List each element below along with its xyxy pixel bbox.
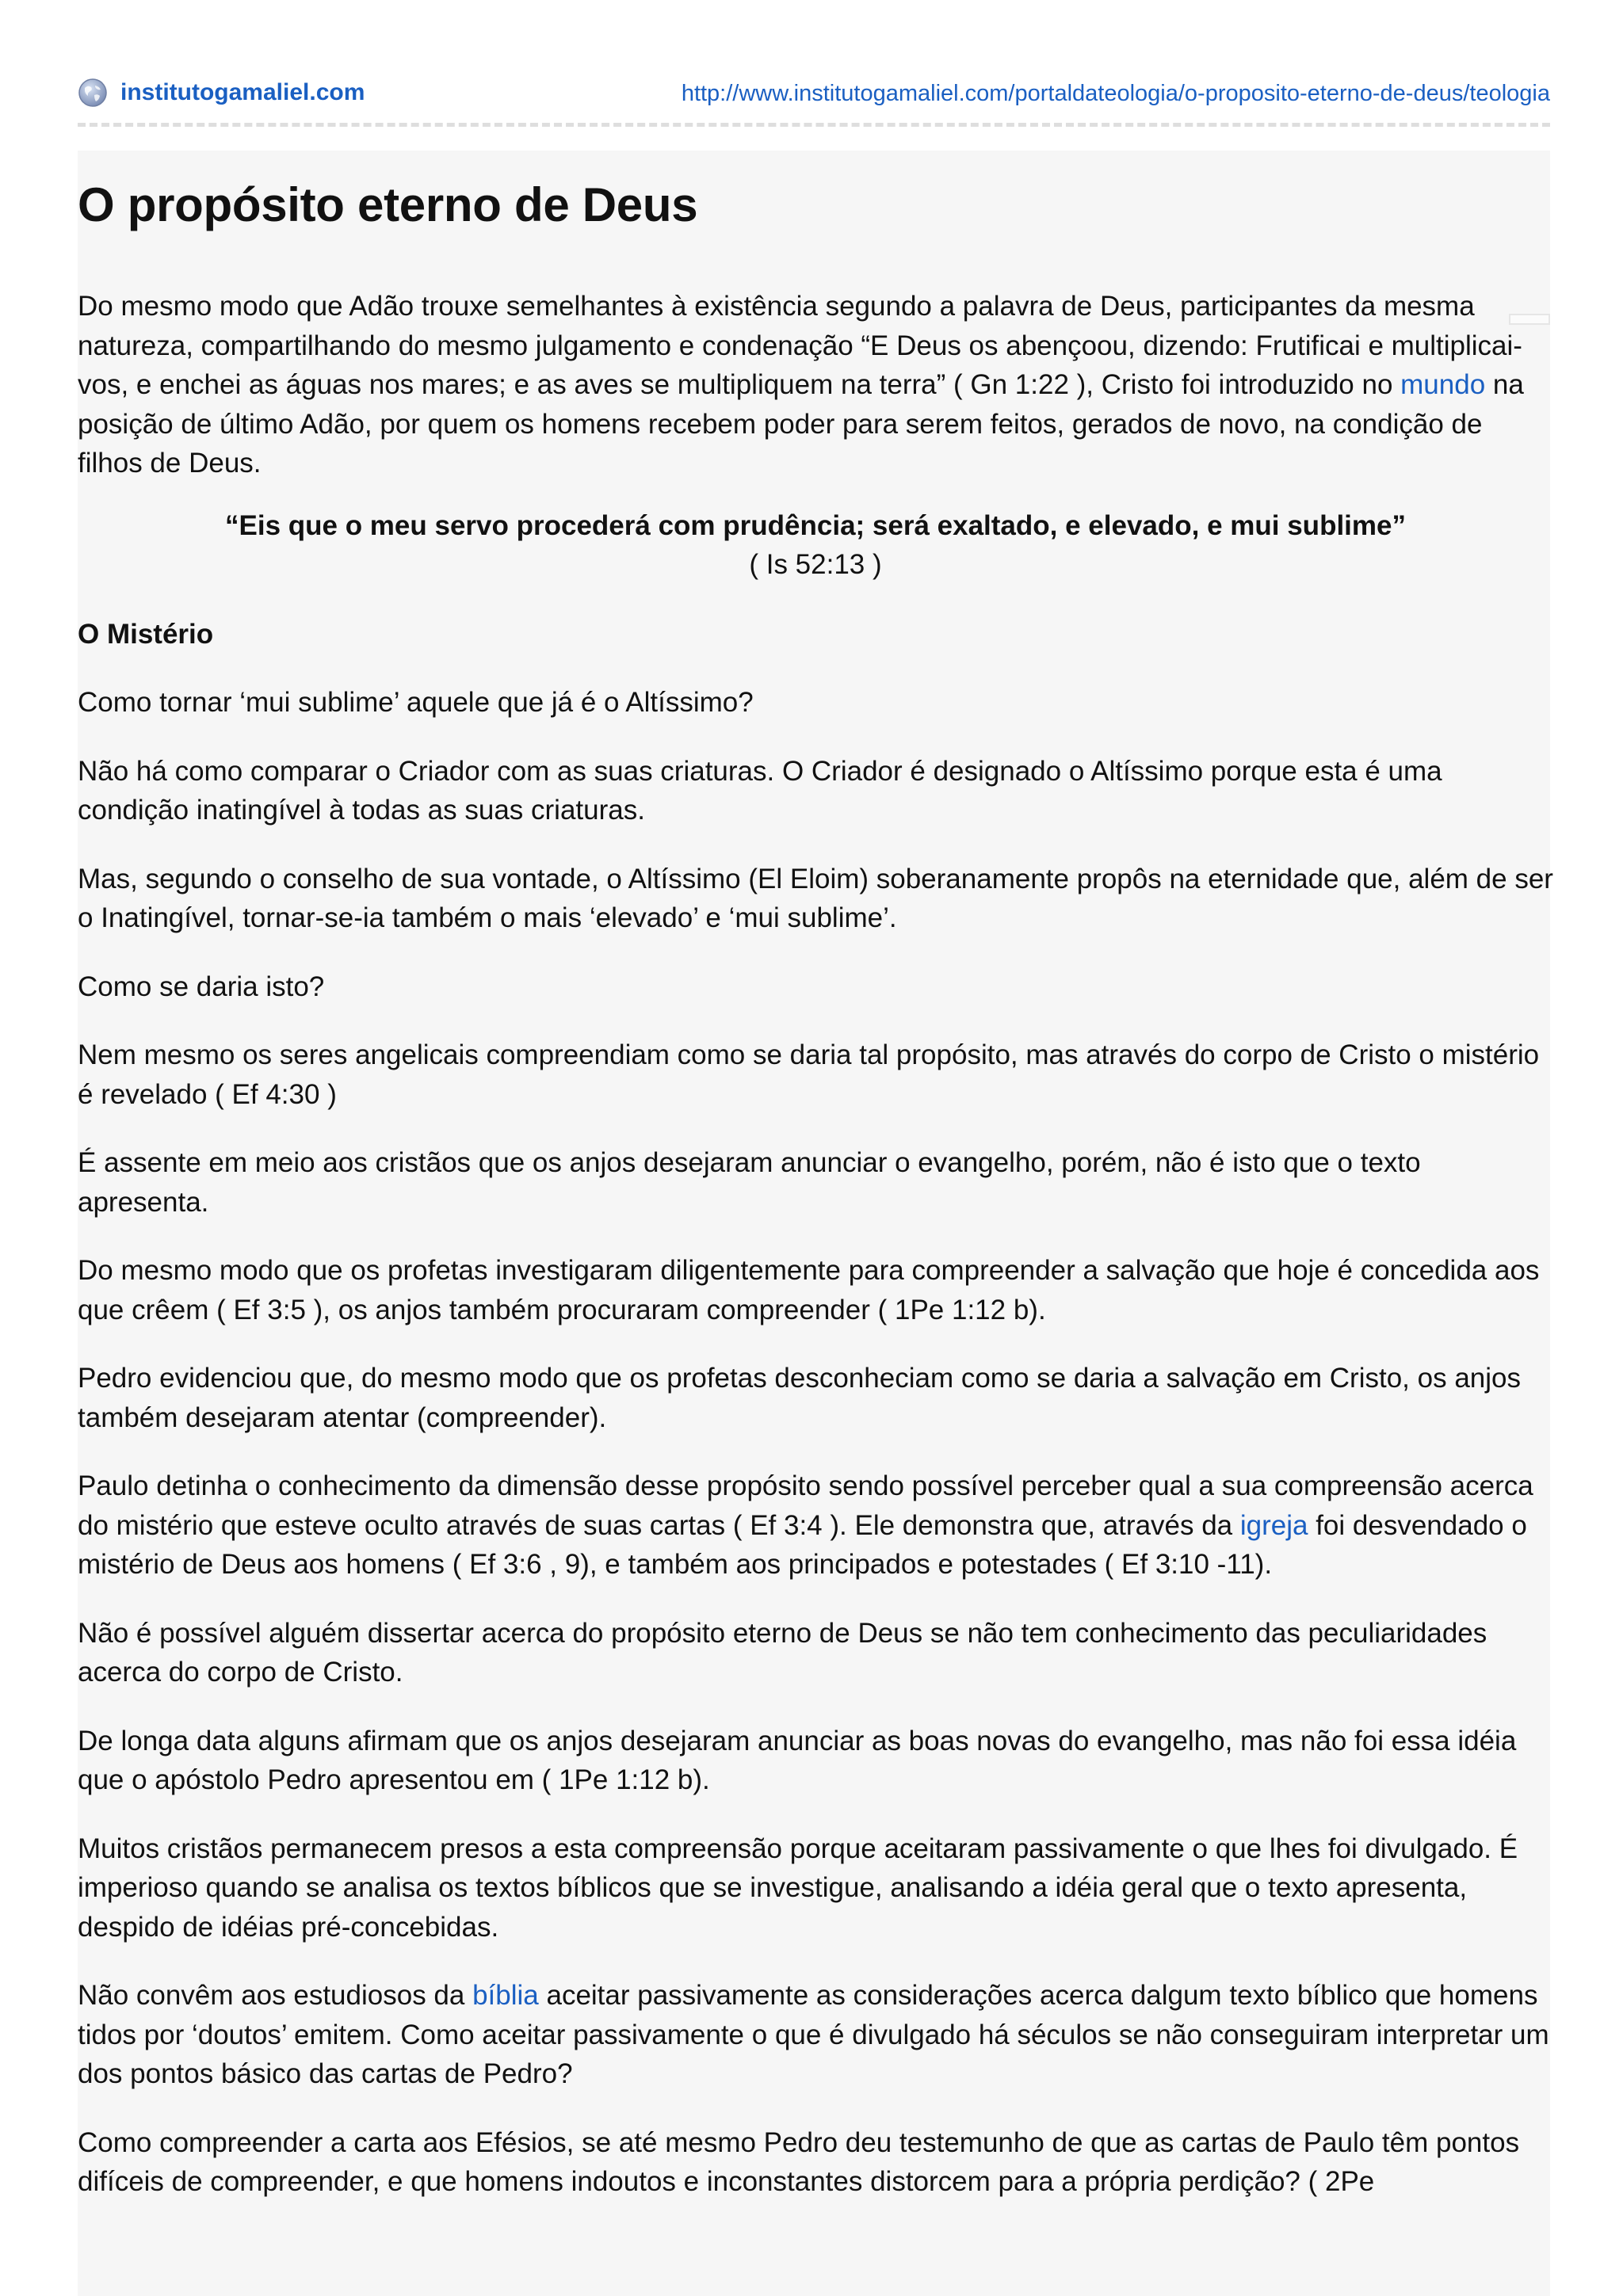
paragraph: Não é possível alguém dissertar acerca do propósito eterno de Deus se não tem conhecimento das peculiaridades acerca do corpo de Cristo. <box>78 1617 1487 1688</box>
site-brand[interactable] <box>78 78 365 108</box>
paragraph: De longa data alguns afirmam que os anjos desejaram anunciar as boas novas do evangelho, mas não foi essa idéia que o apóstolo Pedro apresentou em ( 1Pe 1:12 b). <box>78 1725 1517 1795</box>
site-name-link[interactable]: institutogamaliel.com <box>120 79 365 105</box>
header-divider <box>78 123 1550 127</box>
paragraph: Como se daria isto? <box>78 971 325 1002</box>
paragraph-text: Não convêm aos estudiosos da <box>78 1980 473 2011</box>
paragraph: Mas, segundo o conselho de sua vontade, o Altíssimo (El Eloim) soberanamente propôs na eternidade que, além de ser o Inatingível, tornar-se-ia também o mais ‘elevado’ e ‘mui sublime’. <box>78 863 1553 933</box>
paragraph-text: aceitar passivamente as considerações acerca dalgum texto bíblico que homens tidos por ‘doutos’ emitem. Como aceitar passivamente o que é divulgado há séculos se não conseguiram interpretar um dos pontos básico das cartas de Pedro? <box>78 1980 1549 2089</box>
section-heading: O Mistério <box>78 618 214 650</box>
paragraph: Não há como comparar o Criador com as suas criaturas. O Criador é designado o Altíssimo porque esta é uma condição inatingível à todas as suas criaturas. <box>78 755 1442 826</box>
quote-text: “Eis que o meu servo procederá com prudência; será exaltado, e elevado, e mui sublime” <box>225 509 1406 541</box>
paragraph <box>78 1976 1553 2094</box>
paragraph: Muitos cristãos permanecem presos a esta compreensão porque aceitaram passivamente o que lhes foi divulgado. É imperioso quando se analisa os textos bíblicos que se investigue, analisando a idéia geral que o texto apresenta, despido de idéias pré-concebidas. <box>78 1833 1518 1943</box>
paragraph: Do mesmo modo que os profetas investigaram diligentemente para compreender a salvação que hoje é concedida aos que crêem ( Ef 3:5 ), os anjos também procuraram compreender ( 1Pe 1:12 b). <box>78 1255 1540 1325</box>
paragraph: Como tornar ‘mui sublime’ aquele que já é o Altíssimo? <box>78 687 754 718</box>
paragraph-text: Paulo detinha o conhecimento da dimensão desse propósito sendo possível perceber qual a sua compreensão acerca do mistério que esteve oculto através de suas cartas ( Ef 3:4 ). Ele demonstra que, através da <box>78 1470 1533 1541</box>
page-title: O propósito eterno de Deus <box>78 178 698 231</box>
page-header <box>78 74 1550 114</box>
page-url-link[interactable]: http://www.institutogamaliel.com/portaldateologia/o-proposito-eterno-de-deus/teologia <box>681 81 1550 106</box>
paragraph: Como compreender a carta aos Efésios, se até mesmo Pedro deu testemunho de que as cartas de Paulo têm pontos difíceis de compreender, e que homens indoutos e inconstantes distorcem para a própria perdição? ( 2Pe <box>78 2126 1520 2197</box>
paragraph: Pedro evidenciou que, do mesmo modo que os profetas desconheciam como se daria a salvação em Cristo, os anjos também desejaram atentar (compreender). <box>78 1363 1521 1433</box>
paragraph-text: na posição de último Adão, por quem os homens recebem poder para serem feitos, gerados de novo, na condição de filhos de Deus. <box>78 369 1524 479</box>
article-body <box>78 287 1553 2231</box>
paragraph-text: foi desvendado o mistério de Deus aos homens ( Ef 3:6 , 9), e também aos principados e potestades ( Ef 3:10 -11). <box>78 1509 1527 1580</box>
scripture-quote <box>78 506 1553 585</box>
link-biblia[interactable]: bíblia <box>472 1980 539 2011</box>
globe-icon <box>78 78 108 108</box>
paragraph-text: Do mesmo modo que Adão trouxe semelhantes à existência segundo a palavra de Deus, participantes da mesma natureza, compartilhando do mesmo julgamento e condenação “E Deus os abençoou, dizendo: Frutificai e multiplicai-vos, e enchei as águas nos mares; e as aves se multipliquem na terra” ( Gn 1:22 ), Cristo foi introduzido no <box>78 291 1522 400</box>
paragraph <box>78 1466 1553 1585</box>
paragraph: É assente em meio aos cristãos que os anjos desejaram anunciar o evangelho, porém, não é isto que o texto apresenta. <box>78 1147 1421 1218</box>
quote-reference: ( Is 52:13 ) <box>749 549 882 580</box>
link-mundo[interactable]: mundo <box>1400 369 1486 400</box>
link-igreja[interactable]: igreja <box>1239 1509 1308 1541</box>
paragraph-intro <box>78 287 1553 483</box>
paragraph: Nem mesmo os seres angelicais compreendiam como se daria tal propósito, mas através do corpo de Cristo o mistério é revelado ( Ef 4:30 ) <box>78 1039 1540 1110</box>
